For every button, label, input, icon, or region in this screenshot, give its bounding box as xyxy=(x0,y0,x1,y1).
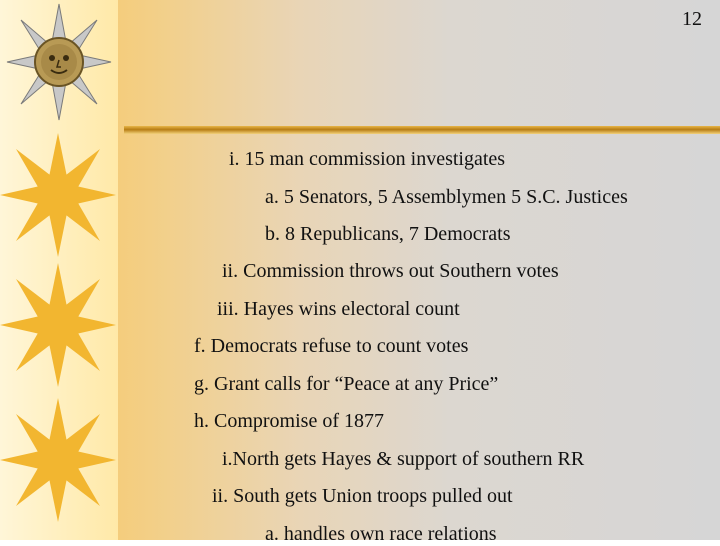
page-number: 12 xyxy=(682,8,702,30)
outline-line-9: i.North gets Hayes & support of southern RR xyxy=(222,448,585,470)
sun-face-icon xyxy=(4,2,114,122)
outline-line-8: h. Compromise of 1877 xyxy=(194,410,384,432)
outline-line-10: ii. South gets Union troops pulled out xyxy=(212,485,513,507)
outline-line-3: b. 8 Republicans, 7 Democrats xyxy=(265,223,511,245)
outline-line-11: a. handles own race relations xyxy=(265,523,497,545)
sun-icon xyxy=(0,395,118,525)
outline-line-4: ii. Commission throws out Southern votes xyxy=(222,260,559,282)
outline-line-6: f. Democrats refuse to count votes xyxy=(194,335,469,357)
outline-line-5: iii. Hayes wins electoral count xyxy=(217,298,460,320)
sun-icon xyxy=(0,260,118,390)
title-divider-rule xyxy=(124,126,720,134)
outline-line-7: g. Grant calls for “Peace at any Price” xyxy=(194,373,499,395)
decorative-sun-strip xyxy=(0,0,118,540)
outline-line-2: a. 5 Senators, 5 Assemblymen 5 S.C. Justices xyxy=(265,186,628,208)
outline-line-1: i. 15 man commission investigates xyxy=(229,148,506,170)
sun-icon xyxy=(0,130,118,260)
